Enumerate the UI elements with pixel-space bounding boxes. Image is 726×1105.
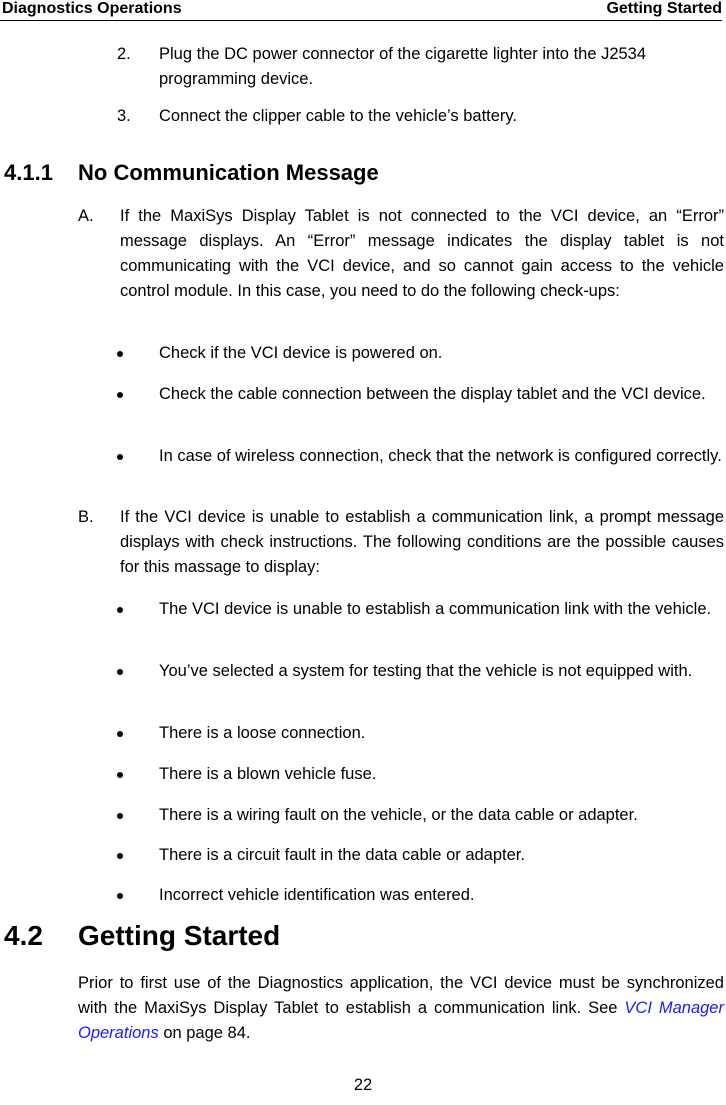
bullet-text: There is a wiring fault on the vehicle, or the data cable or adapter. [159, 806, 638, 824]
bullet-dot [117, 731, 123, 737]
body-text-end: on page 84. [163, 1024, 251, 1042]
section-number: 4.2 [4, 920, 43, 951]
bullet-dot [117, 772, 123, 778]
step-number: 2. [117, 45, 131, 63]
bullet-text: Check if the VCI device is powered on. [159, 344, 443, 362]
paragraph-b: If the VCI device is unable to establish a communication link, a prompt message displays with check instructions. The following conditions are the possible causes for this massage to display: [120, 508, 724, 576]
bullet-text: The VCI device is unable to establish a communication link with the vehicle. [159, 600, 712, 618]
vci-manager-link[interactable]: VCI Manager Operations [78, 999, 724, 1042]
section-heading-4-1-1 [4, 158, 724, 188]
header-section-title: Getting Started [606, 0, 722, 17]
bullet-dot [117, 893, 123, 899]
list-marker-b: B. [78, 508, 94, 526]
step-text: Connect the clipper cable to the vehicle’s battery. [159, 107, 518, 125]
bullet-text: There is a loose connection. [159, 724, 366, 742]
bullet-dot [117, 392, 123, 398]
bullet-dot [117, 853, 123, 859]
bullet-text: Incorrect vehicle identification was entered. [159, 886, 475, 904]
header-chapter-title: Diagnostics Operations [2, 0, 182, 17]
section-number: 4.1.1 [4, 160, 53, 185]
section-body [78, 971, 724, 1046]
bullet-text: In case of wireless connection, check that the network is configured correctly. [159, 447, 722, 465]
bullet-dot [117, 813, 123, 819]
bullet-text: There is a blown vehicle fuse. [159, 765, 377, 783]
page-number: 22 [353, 1076, 373, 1094]
step-text: Plug the DC power connector of the cigarette lighter into the J2534 programming device. [159, 45, 647, 88]
running-header [0, 0, 722, 21]
list-marker-a: A. [78, 207, 94, 225]
bullet-text: You’ve selected a system for testing that the vehicle is not equipped with. [159, 662, 693, 680]
bullet-dot [117, 454, 123, 460]
section-title: No Communication Message [78, 160, 379, 185]
section-title: Getting Started [78, 920, 281, 951]
bullet-text: There is a circuit fault in the data cable or adapter. [159, 846, 525, 864]
bullet-text: Check the cable connection between the display tablet and the VCI device. [159, 385, 706, 403]
bullet-dot [117, 607, 123, 613]
step-number: 3. [117, 107, 131, 125]
paragraph-a: If the MaxiSys Display Tablet is not connected to the VCI device, an “Error” message displays. An “Error” message indicates the display tablet is not communicating with the VCI device, and so cannot gain access to the vehicle control module. In this case, you need to do the following check-ups: [120, 207, 724, 300]
bullet-dot [117, 669, 123, 675]
bullet-dot [117, 351, 123, 357]
section-heading-4-2 [4, 918, 724, 954]
body-text: Prior to first use of the Diagnostics application, the VCI device must be synchronized with the MaxiSys Display Tablet to establish a communication link. See [78, 974, 724, 1017]
